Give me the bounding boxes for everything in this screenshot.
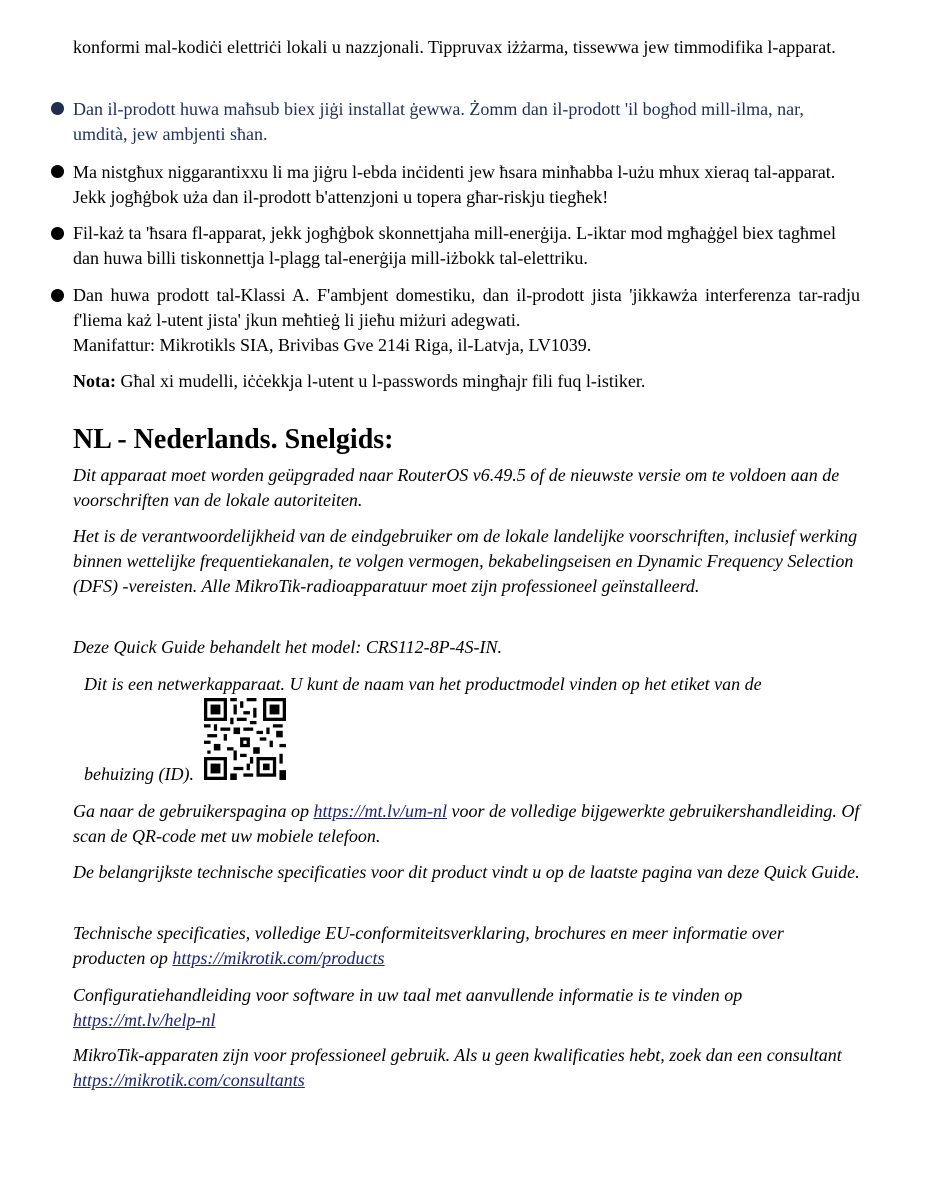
consultants-text: MikroTik-apparaten zijn voor professioneel gebruik. Als u geen kwalificaties hebt, zoek dan een consultant <box>73 1045 842 1065</box>
bullet-item-3: Fil-każ ta 'ħsara fl-apparat, jekk jogħġbok skonnettjaha mill-enerġija. L-iktar mod mgħaġġel biex tagħmel dan huwa billi tiskonnettja l-plagg tal-enerġija mill-iżbokk tal-elettriku. <box>73 223 837 268</box>
class-a-text: Dan huwa prodott tal-Klassi A. F'ambjent domestiku, dan il-prodott jista 'jikkawża interferenza tar-radju f'liema każ l-utent jista' jkun meħtieġ li jieħu miżuri adegwati. <box>73 285 860 330</box>
nl-paragraph-products <box>73 921 860 971</box>
nl-paragraph-regulations: Het is de verantwoordelijkheid van de eindgebruiker om de lokale landelijke voorschriften, inclusief werking binnen wettelijke frequentiekanalen, te volgen vermogen, bekabelingseisen en Dynamic Frequency Selection (DFS) -vereisten. Alle MikroTik-radioapparatuur moet zijn professioneel geïnstalleerd. <box>73 526 858 596</box>
note-text: Għal xi mudelli, iċċekkja l-utent u l-passwords mingħajr fili fuq l-istiker. <box>116 371 646 391</box>
nl-paragraph-config <box>73 983 860 1033</box>
user-manual-link[interactable]: https://mt.lv/um-nl <box>313 801 447 821</box>
nl-paragraph-specs: De belangrijkste technische specificaties voor dit product vindt u op de laatste pagina van deze Quick Guide. <box>73 862 860 882</box>
help-link[interactable]: https://mt.lv/help-nl <box>73 1010 216 1030</box>
user-guide-text: Ga naar de gebruikerspagina op <box>73 801 314 821</box>
bullet-dot <box>51 165 64 178</box>
products-text: Technische specificaties, volledige EU-conformiteitsverklaring, brochures en meer informatie over producten op <box>73 923 784 968</box>
note-label: Nota: <box>73 371 116 391</box>
products-link[interactable]: https://mikrotik.com/products <box>172 948 385 968</box>
bullet-item-1: Dan il-prodott huwa maħsub biex jiġi installat ġewwa. Żomm dan il-prodott 'il bogħod mill-ilma, nar, umdità, jew ambjenti sħan. <box>73 99 804 144</box>
nl-paragraph-user-guide <box>73 799 860 849</box>
bullet-dot <box>51 102 64 115</box>
nl-paragraph-device-line1: Dit is een netwerkapparaat. U kunt de naam van het productmodel vinden op het etiket van de <box>84 674 762 694</box>
bullet-dot <box>51 289 64 302</box>
bullet-dot <box>51 227 64 240</box>
bullet-item-4 <box>73 283 860 358</box>
nl-paragraph-consultants <box>73 1043 860 1093</box>
config-text: Configuratiehandleiding voor software in uw taal met aanvullende informatie is te vinden op <box>73 985 743 1005</box>
intro-paragraph: konformi mal-kodiċi elettriċi lokali u nazzjonali. Tippruvax iżżarma, tissewwa jew timmodifika l-apparat. <box>73 37 836 57</box>
user-guide-text-end: voor de volledige bijgewerkte gebruikershandleiding. Of scan de QR-code met uw mobiele telefoon. <box>73 801 860 846</box>
consultants-link[interactable]: https://mikrotik.com/consultants <box>73 1070 305 1090</box>
section-heading: NL - Nederlands. Snelgids: <box>73 424 394 455</box>
manufacturer-text: Manifattur: Mikrotikls SIA, Brivibas Gve 214i Riga, il-Latvja, LV1039. <box>73 335 592 355</box>
bullet-item-2: Ma nistgħux niggarantixxu li ma jiġru l-ebda inċidenti jew ħsara minħabba l-użu mhux xieraq tal-apparat. Jekk jogħġbok uża dan il-prodott b'attenzjoni u topera għar-riskju tiegħek! <box>73 162 836 207</box>
qr-code-icon <box>204 698 286 780</box>
nl-paragraph-upgrade: Dit apparaat moet worden geüpgraded naar RouterOS v6.49.5 of de nieuwste versie om te voldoen aan de voorschriften van de lokale autoriteiten. <box>73 465 840 510</box>
nl-paragraph-model: Deze Quick Guide behandelt het model: CRS112-8P-4S-IN. <box>73 637 503 657</box>
nl-paragraph-device-line2 <box>84 698 584 788</box>
note-paragraph <box>73 369 860 394</box>
housing-id-text: behuizing (ID). <box>84 764 194 784</box>
